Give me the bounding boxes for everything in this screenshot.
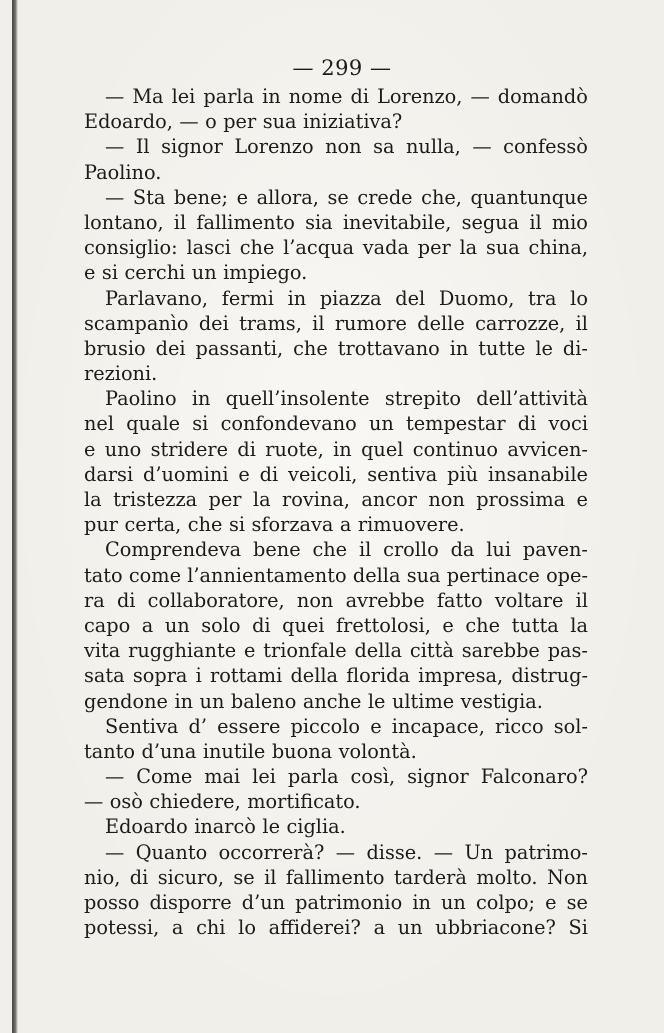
- text-line: — Il signor Lorenzo non sa nulla, — confessò: [105, 135, 588, 159]
- text-line: la tristezza per la rovina, ancor non prossima e: [84, 488, 588, 511]
- text-line: Parlavano, fermi in piazza del Duomo, tra lo: [105, 286, 588, 310]
- text-line: consiglio: lasci che l’acqua vada per la sua china,: [84, 236, 588, 260]
- text-line: lontano, il fallimento sia inevitabile, segua il mio: [84, 210, 588, 234]
- text-line: nio, di sicuro, se il fallimento tarderà molto. Non: [84, 865, 588, 889]
- text-line: pur certa, che si sforzava a rimuovere.: [84, 513, 465, 537]
- text-line: rezioni.: [84, 362, 158, 386]
- text-line: posso disporre d’un patrimonio in un colpo; e se: [84, 891, 588, 914]
- text-line: — Sta bene; e allora, se crede che, quantunque: [105, 185, 588, 209]
- text-line: tanto d’una inutile buona volontà.: [84, 739, 417, 763]
- text-line: gendone in un baleno anche le ultime vestigia.: [84, 689, 543, 713]
- text-line: — Quanto occorrerà? — disse. — Un patrimo-: [105, 840, 588, 864]
- text-line: darsi d’uomini e di veicoli, sentiva più insanabile: [84, 462, 588, 486]
- text-line: — Ma lei parla in nome di Lorenzo, — domandò: [105, 85, 588, 108]
- text-line: brusio dei passanti, che trottavano in tutte le di-: [84, 336, 588, 360]
- text-line: Paolino in quell’insolente strepito dell’attività: [105, 387, 588, 411]
- text-line: Edoardo, — o per sua iniziativa?: [84, 110, 403, 134]
- text-line: ra di collaboratore, non avrebbe fatto voltare il: [84, 588, 588, 612]
- text-line: e uno stridere di ruote, in quel continuo avvicen-: [84, 437, 588, 461]
- text-line: capo a un solo di quei frettolosi, e che tutta la: [84, 613, 588, 637]
- text-line: potessi, a chi lo affiderei? a un ubbriacone? Si: [84, 916, 588, 940]
- text-line: Comprendeva bene che il crollo da lui paven-: [105, 538, 588, 562]
- text-line: vita rugghiante e trionfale della città sarebbe pas-: [84, 639, 588, 663]
- text-line: Edoardo inarcò le ciglia.: [105, 815, 346, 839]
- binding-edge: [12, 0, 18, 1033]
- body-text: [84, 84, 588, 940]
- text-line: sata sopra i rottami della florida impresa, distrug-: [84, 664, 588, 688]
- text-line: nel quale si confondevano un tempestar di voci: [84, 412, 588, 436]
- page-number: — 299 —: [292, 56, 392, 80]
- text-line: tato come l’annientamento della sua pertinace ope-: [84, 563, 588, 587]
- text-line: — Come mai lei parla così, signor Falconaro?: [105, 765, 588, 789]
- text-line: Sentiva d’ essere piccolo e incapace, ricco sol-: [105, 714, 588, 738]
- text-line: — osò chiedere, mortificato.: [84, 790, 361, 814]
- text-line: e si cerchi un impiego.: [84, 261, 308, 285]
- text-line: Paolino.: [84, 160, 162, 184]
- text-line: scampanìo dei trams, il rumore delle carrozze, il: [84, 311, 588, 335]
